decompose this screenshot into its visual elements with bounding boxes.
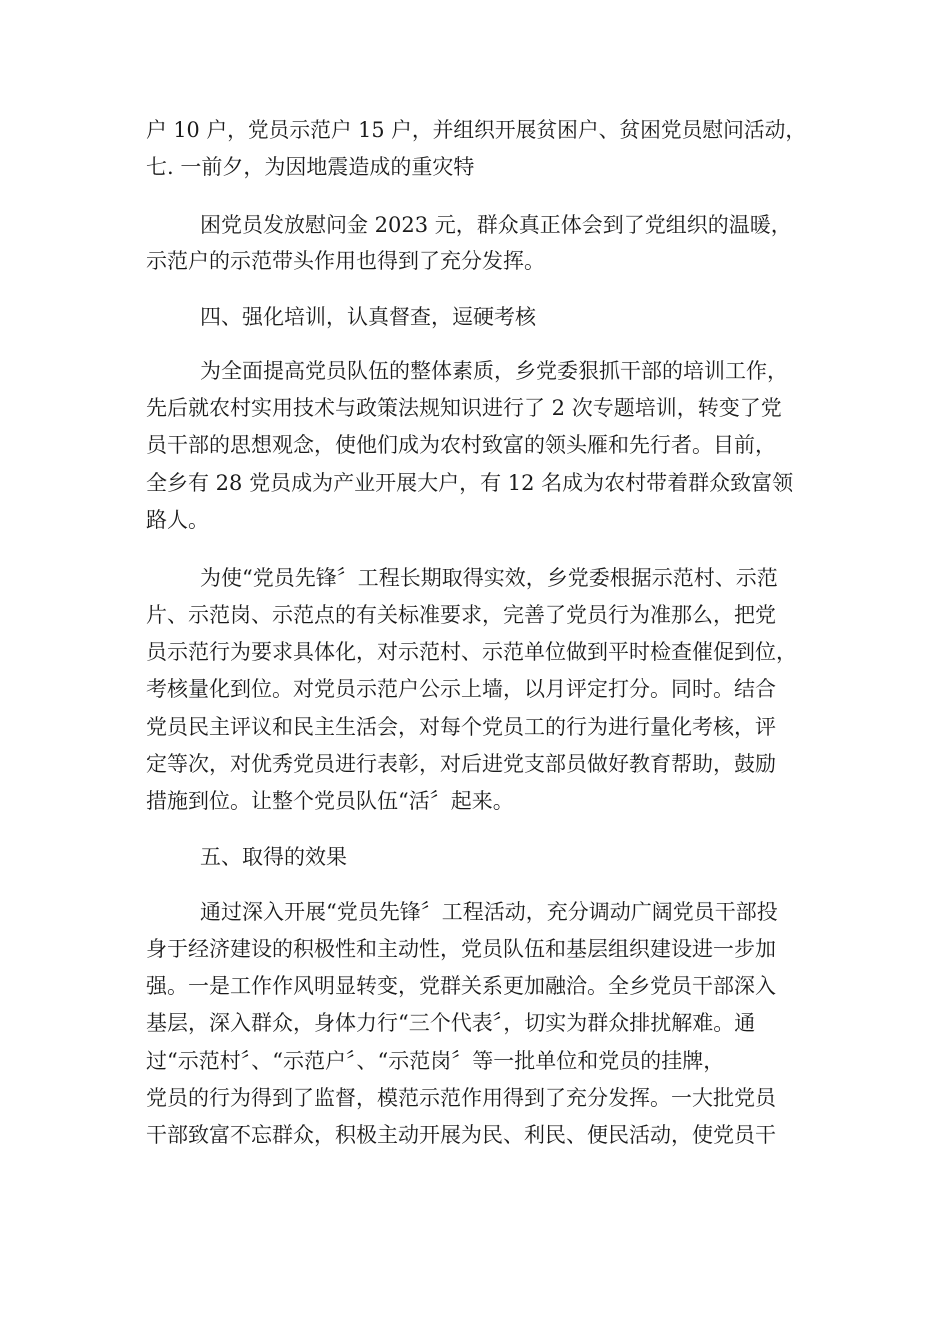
paragraph-line: 示范户的示范带头作用也得到了充分发挥。 bbox=[146, 249, 545, 273]
paragraph-line: 员示范行为要求具体化，对示范村、示范单位做到平时检查催促到位， bbox=[146, 640, 797, 664]
section-heading: 五、取得的效果 bbox=[200, 845, 347, 869]
paragraph-line: 路人。 bbox=[146, 508, 209, 532]
paragraph-line: 片、示范岗、示范点的有关标准要求，完善了党员行为准那么，把党 bbox=[146, 603, 776, 627]
paragraph-line: 强。一是工作作风明显转变，党群关系更加融洽。全乡党员干部深入 bbox=[146, 974, 776, 998]
paragraph-line: 户 10 户，党员示范户 15 户，并组织开展贫困户、贫困党员慰问活动， bbox=[146, 118, 807, 142]
paragraph-line: 干部致富不忘群众，积极主动开展为民、利民、便民活动，使党员干 bbox=[146, 1123, 776, 1147]
section-heading: 四、强化培训，认真督查，逗硬考核 bbox=[200, 305, 536, 329]
paragraph-line: 党员的行为得到了监督，模范示范作用得到了充分发挥。一大批党员 bbox=[146, 1086, 776, 1110]
paragraph-line: 党员民主评议和民主生活会，对每个党员工的行为进行量化考核，评 bbox=[146, 715, 776, 739]
paragraph-line: 基层，深入群众，身体力行“三个代表〞，切实为群众排扰解难。通 bbox=[146, 1011, 756, 1035]
paragraph-line: 考核量化到位。对党员示范户公示上墙，以月评定打分。同时。结合 bbox=[146, 677, 776, 701]
paragraph-line: 员干部的思想观念，使他们成为农村致富的领头雁和先行者。目前， bbox=[146, 433, 776, 457]
paragraph-line: 通过深入开展“党员先锋〞工程活动，充分调动广阔党员干部投 bbox=[200, 900, 778, 924]
paragraph-line: 措施到位。让整个党员队伍“活〞起来。 bbox=[146, 789, 514, 813]
paragraph-line: 定等次，对优秀党员进行表彰，对后进党支部员做好教育帮助，鼓励 bbox=[146, 752, 776, 776]
paragraph-line: 全乡有 28 党员成为产业开展大户，有 12 名成为农村带着群众致富领 bbox=[146, 471, 794, 495]
paragraph-line: 七. 一前夕，为因地震造成的重灾特 bbox=[146, 155, 475, 179]
paragraph-line: 身于经济建设的积极性和主动性，党员队伍和基层组织建设进一步加 bbox=[146, 937, 776, 961]
paragraph-line: 为全面提高党员队伍的整体素质，乡党委狠抓干部的培训工作， bbox=[200, 359, 788, 383]
paragraph-line: 为使“党员先锋〞工程长期取得实效，乡党委根据示范村、示范 bbox=[200, 566, 778, 590]
paragraph-line: 先后就农村实用技术与政策法规知识进行了 2 次专题培训，转变了党 bbox=[146, 396, 782, 420]
paragraph-line: 过“示范村〞、“示范户〞、“示范岗〞等一批单位和党员的挂牌， bbox=[146, 1049, 725, 1073]
paragraph-line: 困党员发放慰问金 2023 元，群众真正体会到了党组织的温暖， bbox=[200, 213, 792, 237]
